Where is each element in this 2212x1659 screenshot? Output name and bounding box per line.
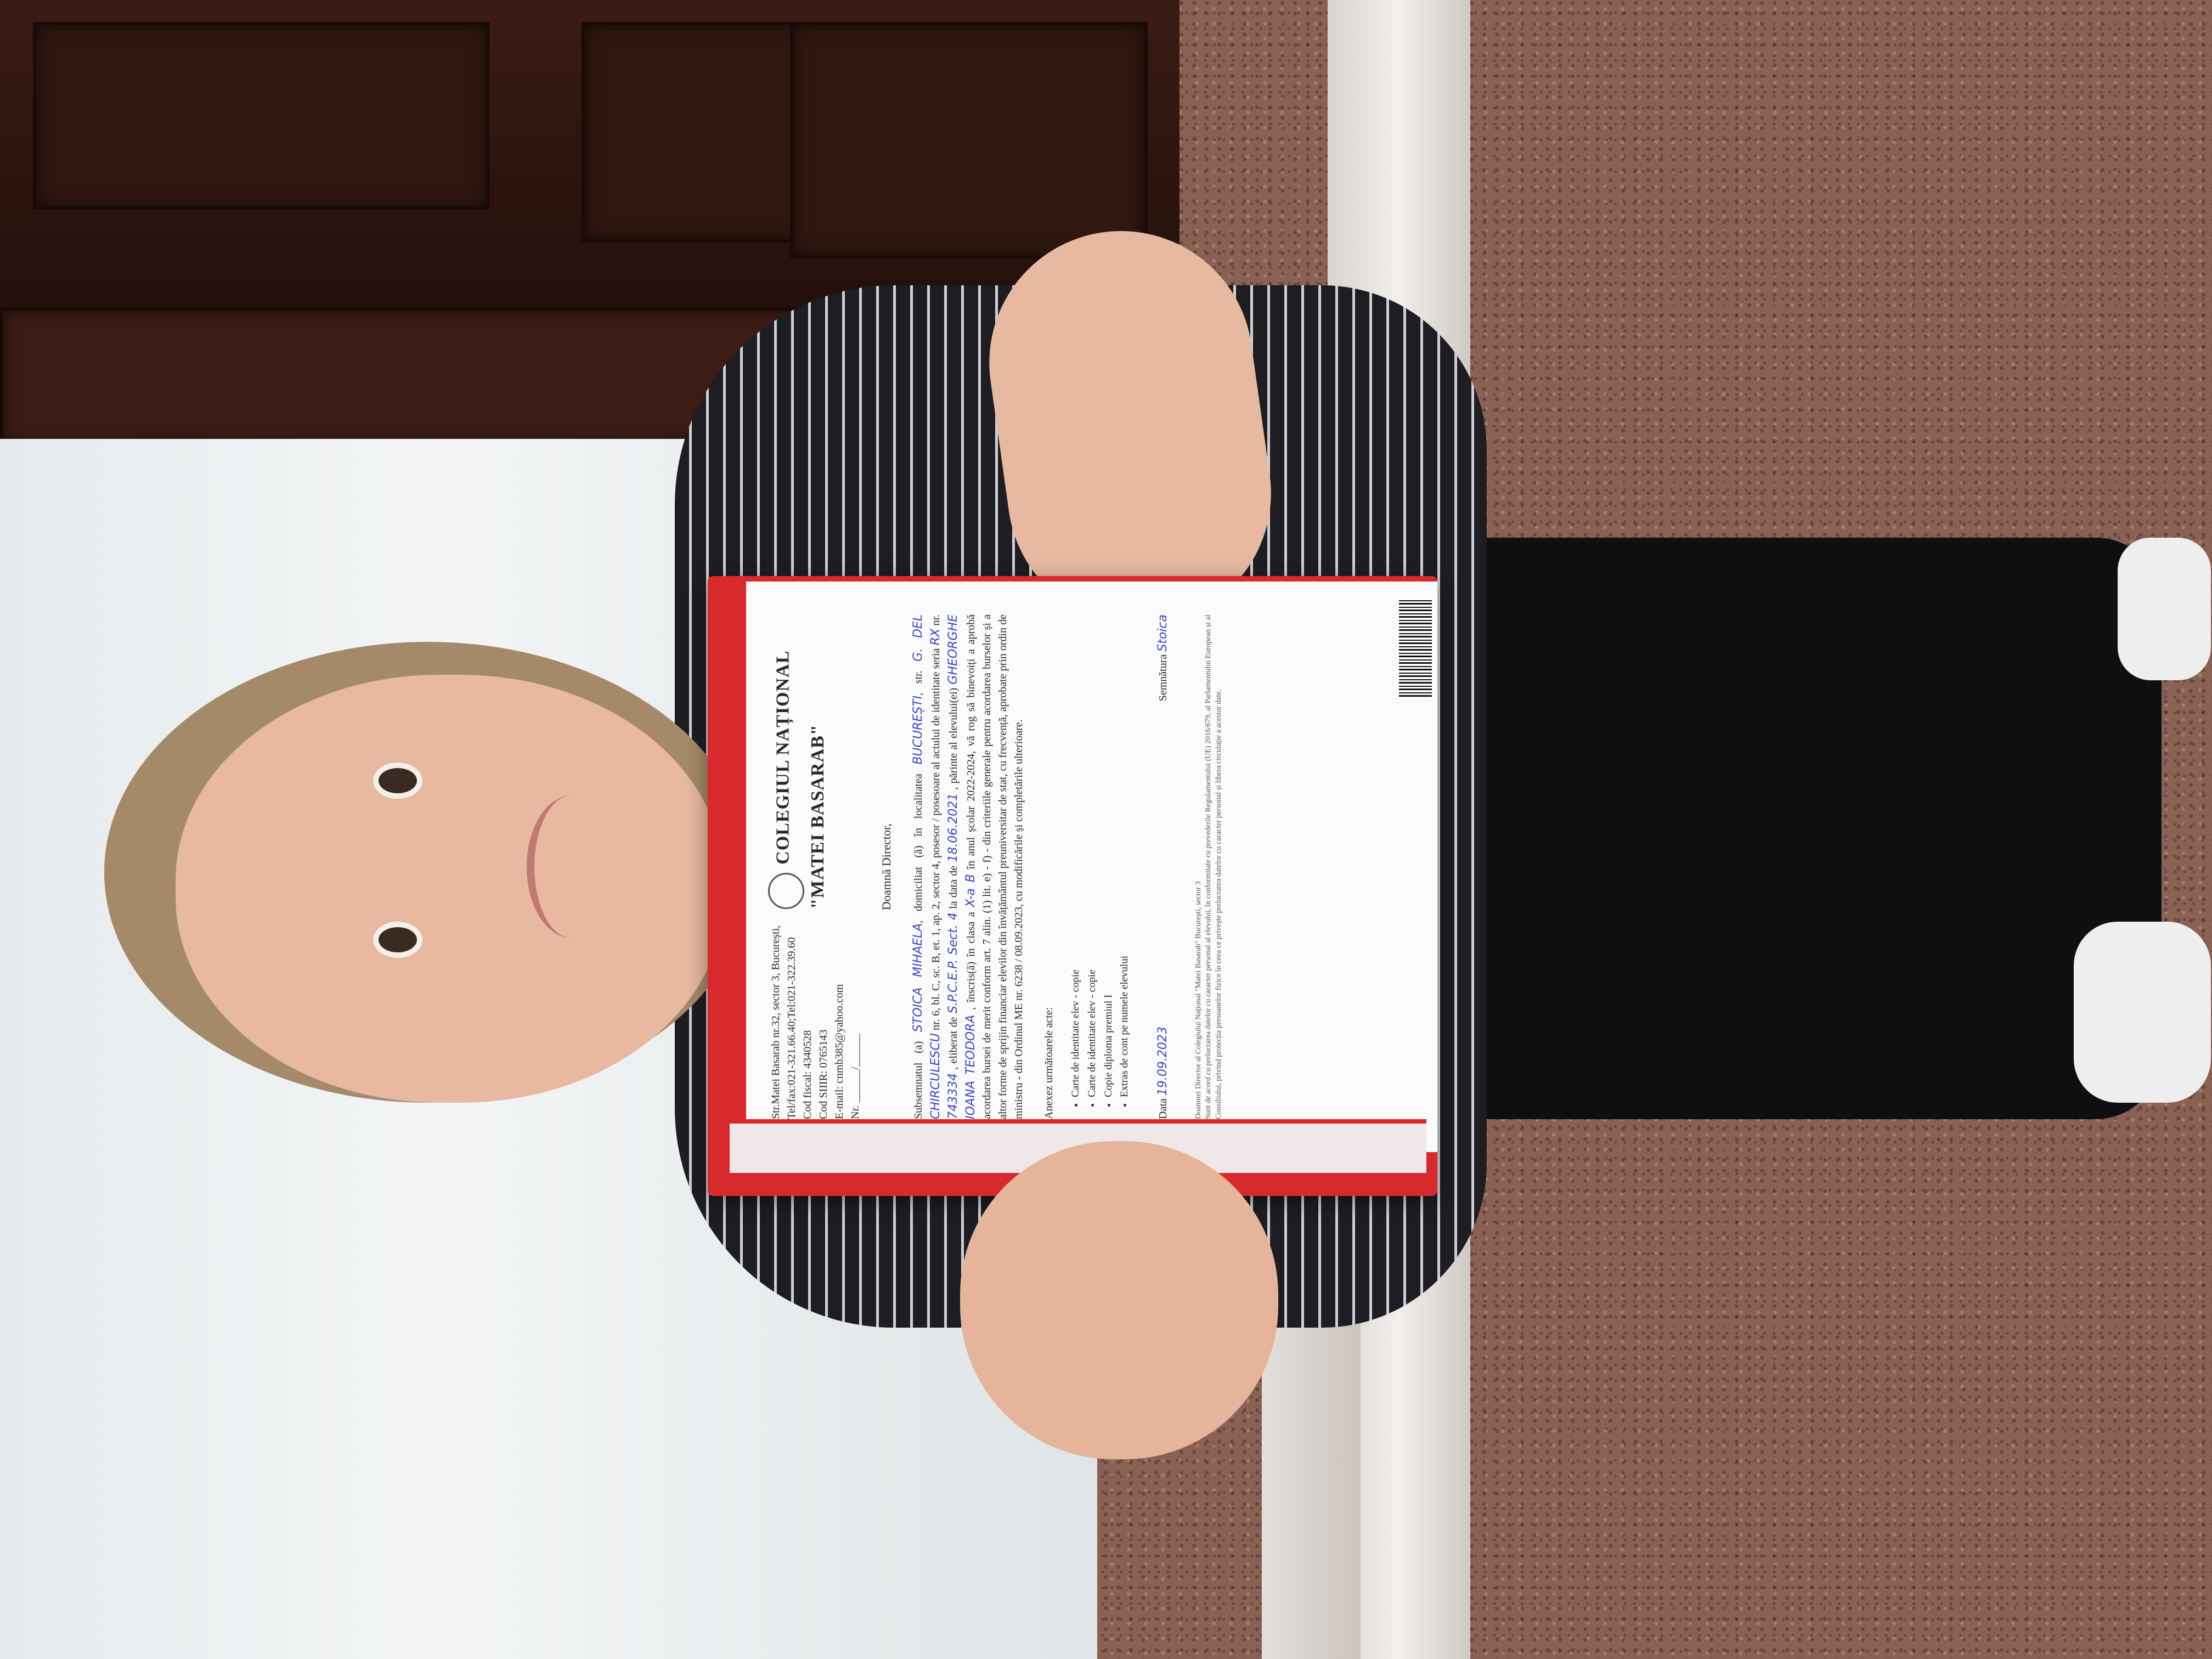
- school-name-1: COLEGIUL NAȚIONAL: [772, 650, 793, 865]
- attachments: Anexez următoarele acte: • Carte de identitate elev - copie • Carte de identitate elev - copie • Copie diploma premiul I • Extras de cont pe numele elevului: [1041, 614, 1132, 1119]
- holding-hand: [960, 1141, 1278, 1459]
- sneaker-icon: [2118, 538, 2211, 680]
- date-signature: Data 19.09.2023 Semnătura Stoica: [1155, 614, 1170, 1119]
- application-document: [746, 582, 1437, 1152]
- salutation: Doamnă Director,: [879, 823, 893, 910]
- door-panel: [790, 22, 1148, 259]
- school-logo-icon: [768, 873, 804, 909]
- eye-icon: [373, 763, 422, 799]
- smile: [527, 795, 617, 938]
- request-body: Subsemnatul (a) STOICA MIHAELA, domiciliat (ă) în localitatea BUCUREȘTI, str. G. DEL CHIRCULESCU nr. 6, bl. C, sc. B, et. 1, ap. 2, sector 4, posesor / posesoare al actului de identitate seria RX nr. 743334 , eliberat de S.P.C.E.P. Sect. 4 la data de 18.06.2021 , părinte al elevului(ei) GHEORGHE IOANA TEODORA , înscris(ă) în clasa a X-a B în anul școlar 2022-2024, vă rog să binevoiți a aprobă acordarea bursei de merit conform art. 7 alin. (1) lit. e) - f) - din criteriile generale pentru acordarea burselor și a altor forme de sprijin financiar elevilor din învățământul preuniversitar de stat, cu frecvență, aprobate prin ordin de ministru - din Ordinul ME nr. 6238 / 08.09.2023, cu modificările și completările ulterioare.: [911, 614, 1025, 1119]
- school-address: Str.Matei Basarab nr.32, sector 3, București, Tel/fax:021-321.66.40;Tel:021-322.39.60 Cod fiscal: 4340528 Cod SIIIR: 0765143 E-mail: cnmb385@yahoo.com Nr. ______/______: [770, 925, 861, 1119]
- footer-note: Doamnei Director al Colegiului Național "Matei Basarab" București, sector 3 Sunt de acord cu prelucrarea datelor cu caracter personal al elevului, în conformitate cu prevederile Regulamentului (UE) 2016/679, al Parlamentului European și al Consiliului, privind protecția persoanelor fizice în ceea ce privește prelucrarea datelor cu caracter personal și libera circulație a acestor date.: [1194, 614, 1223, 1119]
- face: [176, 675, 724, 1103]
- sneaker-icon: [2074, 922, 2211, 1103]
- door-panel: [33, 22, 489, 210]
- barcode-icon: [1399, 598, 1432, 697]
- school-header: [768, 651, 864, 909]
- eye-icon: [373, 922, 422, 958]
- school-name-2: "MATEI BASARAB": [808, 724, 828, 909]
